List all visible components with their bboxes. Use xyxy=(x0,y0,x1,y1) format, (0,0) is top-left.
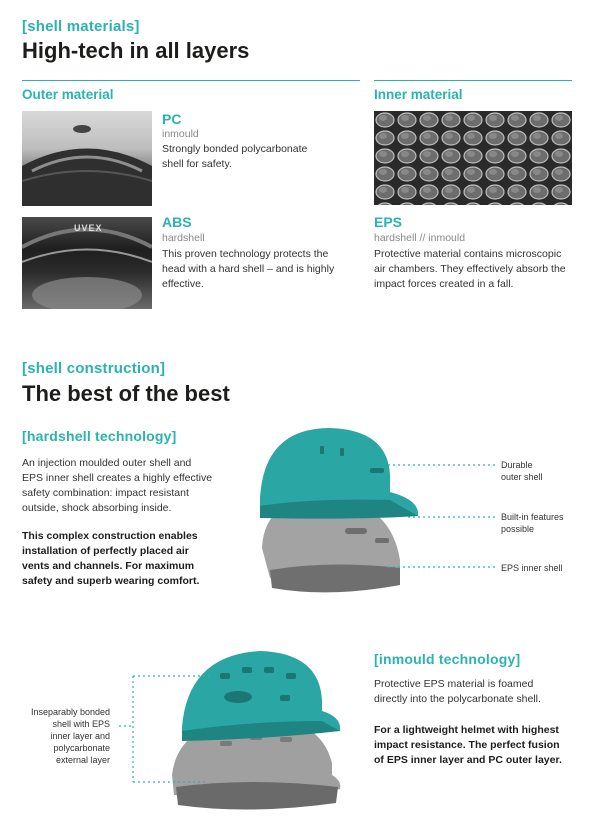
page-title: High-tech in all layers xyxy=(22,38,250,63)
inmould-tag: [inmould technology] xyxy=(374,651,521,667)
divider-outer xyxy=(22,80,360,81)
eps-foam-photo xyxy=(374,111,572,205)
uvex-logo: UVEX xyxy=(74,223,103,233)
label-inseparably-bonded-shell: Inseparably bonded shell with EPS inner layer and polycarbonate external layer xyxy=(30,707,110,765)
inner-material-heading: Inner material xyxy=(374,87,463,102)
outer-material-heading: Outer material xyxy=(22,87,114,102)
abs-title: ABS xyxy=(162,214,192,230)
label-built-in-features: Built-in features possible xyxy=(501,512,564,534)
label-durable-outer-shell: Durable outer shell xyxy=(501,460,543,482)
eps-subtitle: hardshell // inmould xyxy=(374,232,466,244)
eps-title: EPS xyxy=(374,214,403,230)
pc-shell-photo xyxy=(22,111,152,206)
inmould-paragraph-2: For a lightweight helmet with highest impact resistance. The perfect fusion of EPS inner layer and PC outer layer. xyxy=(374,724,562,766)
hardshell-tag: [hardshell technology] xyxy=(22,428,177,444)
section-tag-shell-construction: [shell construction] xyxy=(22,360,166,377)
inmould-paragraph-1: Protective EPS material is foamed directly into the polycarbonate shell. xyxy=(374,678,541,705)
divider-inner xyxy=(374,80,572,81)
abs-subtitle: hardshell xyxy=(162,232,205,244)
abs-description: This proven technology protects the head with a hard shell – and is highly effective. xyxy=(162,248,335,290)
hardshell-paragraph-1: An injection moulded outer shell and EPS inner shell creates a highly effective safety combination: impact resistant outside, shock absorbing inside. xyxy=(22,457,213,514)
pc-subtitle: inmould xyxy=(162,128,199,140)
hardshell-leader-lines xyxy=(388,455,498,575)
pc-title: PC xyxy=(162,111,182,127)
label-eps-inner-shell: EPS inner shell xyxy=(501,563,563,573)
eps-description: Protective material contains microscopic air chambers. They effectively absorb the impact forces created in a fall. xyxy=(374,248,566,290)
section-title-best: The best of the best xyxy=(22,381,230,406)
section-tag-shell-materials: [shell materials] xyxy=(22,18,140,35)
hardshell-paragraph-2: This complex construction enables installation of perfectly placed air vents and channels. For maximum safety and superb wearing comfort. xyxy=(22,530,200,587)
abs-shell-photo xyxy=(22,217,152,309)
inmould-leader-lines xyxy=(115,672,215,787)
pc-description: Strongly bonded polycarbonate shell for safety. xyxy=(162,143,308,170)
